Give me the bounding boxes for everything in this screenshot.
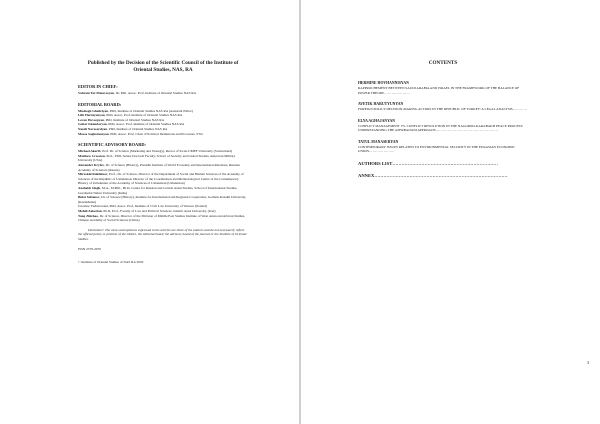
member-affiliation: , PhD, Assoc. Prof, Chair of Political Institutions and Processes, YSU	[108, 131, 203, 136]
advisory-board-list	[78, 149, 248, 223]
entry-leader-dots: …………………	[384, 90, 411, 95]
entry-leader-dots: …………	[512, 107, 528, 112]
member-affiliation: Jaroslaw Turlukowski, PhD, Assoc. Prof, Institute of Civil Law University of Warsaw (Poland)	[78, 204, 207, 209]
member-name: Michael Akerib	[78, 149, 101, 154]
entry-author: ELYA AGHAJANYAN	[358, 118, 396, 123]
member-affiliation: , M.A., M.Phil., Ph.D, Centre for Russian and Central Asian Studies, School of International Studies, Jawaharlal Nehru University (India)	[78, 185, 238, 195]
entry-title	[358, 86, 528, 95]
entry-leader-dots: …………………	[368, 149, 395, 154]
member-affiliation: , PhD, Assoc. Prof, Institute of Oriental Studies NAS RA	[104, 113, 183, 118]
board-member	[78, 195, 248, 204]
member-affiliation: , Prof., PhD, Senior Doctoral Faculty, School of Security and Global Studies, American Military University (USA)	[78, 153, 236, 163]
entry-title	[358, 124, 528, 133]
entry-title	[358, 145, 528, 154]
right-page	[301, 0, 600, 424]
contents-entry[interactable]	[358, 81, 528, 95]
entry-title-text: RAPPROCHEMENT BETWEEN SAUDI ARABIA AND ISRAEL IN THE FRAMEWORK OF THE BALANCE OF POWER THEORY	[358, 85, 520, 95]
contents-list	[358, 81, 528, 154]
entry-title-text: FOREIGN POLICY DECISION-MAKING ACTORS IN THE REPUBLIC OF TURKEY: A LEGAL ANALYSIS	[358, 107, 513, 112]
member-name: Tong Zhichao	[78, 213, 98, 218]
editorial-board-list	[78, 109, 248, 137]
member-name: Alexander Krylov	[78, 162, 105, 167]
board-member	[78, 154, 248, 163]
left-page	[0, 0, 299, 424]
member-affiliation: , PhD, Institute of Oriental Studies NAS RA (Assistant Editor)	[108, 108, 193, 113]
member-name: Lilit Harutyunyan	[78, 113, 105, 118]
member-name: Levon Hovsepyan	[78, 117, 104, 122]
editorial-info	[78, 60, 248, 273]
board-member	[78, 172, 248, 186]
member-name: Matthew Crosston	[78, 153, 105, 158]
contents-title: CONTENTS	[428, 60, 458, 66]
member-affiliation: , Ph.D, Prof., Faculty of Law and Political Sciences, Islamic Azad University, (Iran)	[101, 208, 216, 213]
authors-list-entry[interactable]: AUTHORS LIST……………………………………………………………	[358, 160, 498, 166]
member-name: Mirzokid Rakhimov	[78, 172, 108, 177]
entry-title-text: CONFLICT MANAGEMENT VS. CONFLICT RESOLUTION IN THE NAGORNO-KARABAKH PEACE PROCESS: UNDERSTANDING THE AZERBAIJANI APPROACH	[358, 123, 524, 133]
entry-title-text: CONTEMPORARY ISSUES RELATED TO ENVIRONMENTAL SECURITY IN THE EURASIAN ECONOMIC UNION	[358, 144, 515, 154]
editor-in-chief-heading: EDITOR IN CHIEF:	[78, 84, 118, 90]
member-name: Gohar Iskandaryan	[78, 122, 107, 127]
member-affiliation: , PhD, Institute of Oriental Studies NAS RA	[107, 127, 168, 131]
member-name: Nazeli Navasardyan	[78, 127, 108, 131]
contents-entry[interactable]	[358, 119, 528, 133]
member-name: Anshabh Singh	[78, 185, 101, 190]
copyright: © Institute of Oriental Studies of NAS RA 2020	[78, 260, 144, 265]
entry-author: AVETIK HARUTYUNYAN	[358, 102, 404, 107]
editorial-board-heading: EDITORIAL BOARD:	[78, 101, 122, 107]
entry-author: HERMINE HOVHANNISYAN	[358, 81, 409, 85]
member-affiliation: , Dr. of Science (History), Presidnt Institute of World Economy and International Relations, Russian Academy of Sciences (Russia)	[78, 162, 240, 172]
advisory-board-heading: SCIENTIFIC ADVISORY BOARD:	[78, 142, 146, 148]
contents-entry[interactable]	[358, 140, 528, 154]
member-name: Mossa Soghomonyan	[78, 131, 109, 136]
entry-title	[358, 107, 528, 112]
member-name: Mehdi Zakerian	[78, 208, 102, 213]
disclaimer: Disclaimer: The views and opinions expressed in the articles are those of the authors and do not necessarily reflect the official policy or position of the editors, the editorial board, the advisory board of the journal or the Institute of Oriental Studies.	[78, 227, 247, 241]
publication-statement: Published by the Decision of the Scientific Council of the Institute of Oriental Studies, NAS, RA	[87, 60, 239, 74]
member-name: Mushegh Ghahriyan	[78, 108, 109, 113]
contents-entry[interactable]	[358, 102, 528, 112]
member-affiliation: , PhD, Institute of Oriental Studies NAS RA	[103, 117, 165, 122]
member-affiliation: , Dr. of Science (History), Institute for International and Regional Cooperation, German-Kazakh University, (Kazakhstan)	[78, 195, 246, 204]
member-affiliation: , Dr. of Science, Director of the Division of Middle East Studies Institute of West Asian and African Studies, Chinese Academy of Social Sciences (China)	[78, 213, 246, 223]
member-affiliation: , Prof., Dr. of Science, Director of the Department of Social and Human Sciences of the Academy of Sciences of the Republic of Uzbekistan, Director of the Coordination and Methodological Centre of the Contemporary History of Uzbekistan of the Academy of Sciences of Uzbekistan (Uzbekistan)	[78, 172, 244, 186]
annex-entry[interactable]: ANNEX……………………………………………………………………………	[358, 172, 508, 178]
member-affiliation: , Dr. Phil. Assoc. Prof, Institute of Oriental Studies NAS RA	[114, 91, 197, 96]
entry-leader-dots: ……………………………………………	[435, 128, 499, 133]
board-member	[78, 186, 248, 195]
member-name: Vahram Ter-Matevosyan	[78, 91, 115, 96]
page-number: 3	[587, 360, 589, 365]
member-affiliation: , Prof. Dr. of Science (Marketing and Strategy), Rector of Swiss UMEF University (Switzerland)	[100, 149, 233, 154]
member-affiliation: , PhD, Assoc. Prof, Institute of Oriental Studies NAS RA	[106, 122, 185, 127]
member-name: Bulat Sultanov	[78, 195, 100, 200]
board-member	[78, 163, 248, 172]
contents	[358, 60, 528, 185]
issn: ISSN 2579-2970	[78, 247, 101, 252]
board-member	[78, 214, 248, 223]
entry-author: TATUL MANASERYAN	[358, 139, 399, 144]
